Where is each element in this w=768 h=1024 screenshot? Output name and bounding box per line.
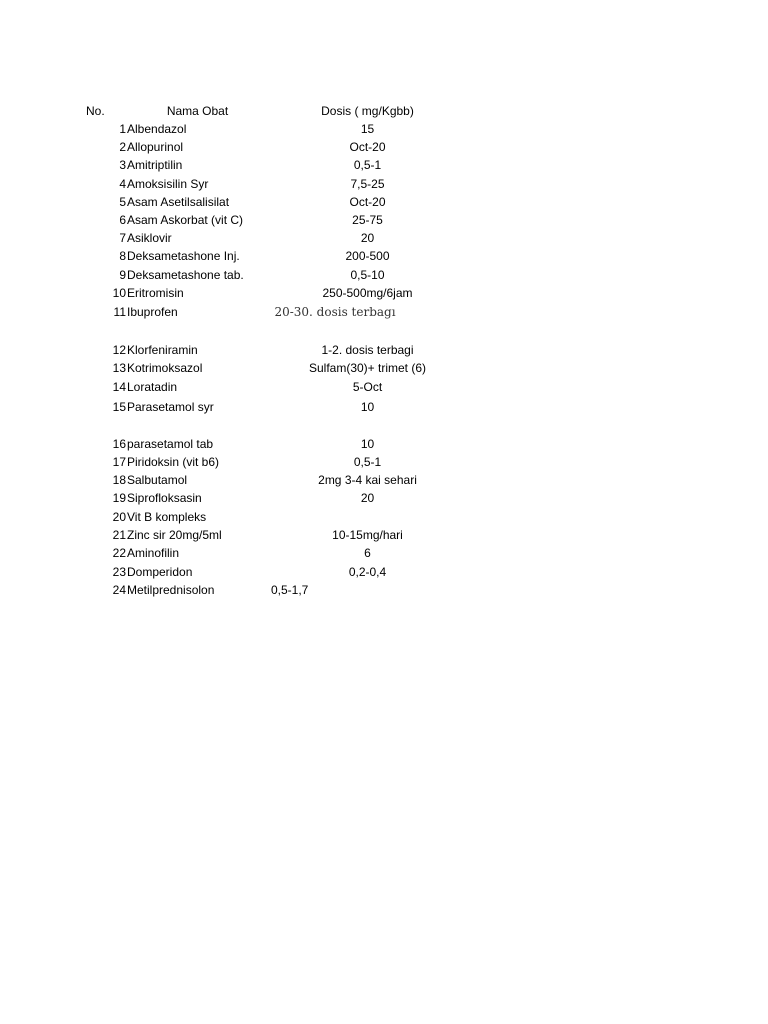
drug-name: Parasetamol syr: [127, 400, 214, 414]
table-row: [0, 211, 768, 229]
row-number: 11: [113, 305, 126, 319]
table-row: [0, 398, 768, 416]
drug-dose: 25-75: [352, 213, 383, 227]
row-number: 19: [112, 491, 126, 505]
table-row: [0, 120, 768, 138]
drug-dose: 10: [360, 437, 375, 451]
table-row: [0, 359, 768, 377]
drug-name: Deksametashone tab.: [127, 268, 244, 282]
row-number: 23: [112, 565, 126, 579]
table-row: [0, 453, 768, 471]
row-number: 21: [112, 528, 126, 542]
drug-dose: 10-15mg/hari: [332, 528, 403, 542]
header-drug-name: Nama Obat: [166, 104, 229, 118]
drug-dose: 6: [364, 546, 371, 560]
table-row: [0, 581, 768, 599]
row-number: 8: [119, 249, 126, 263]
table-row: [0, 303, 768, 321]
row-number: 14: [112, 380, 126, 394]
drug-dose: 20-30. dosis terbagı: [274, 305, 396, 319]
drug-dose: 200-500: [345, 249, 390, 263]
table-row: [0, 508, 768, 526]
drug-dose: 0,5-10: [350, 268, 385, 282]
drug-dose: 20: [360, 231, 375, 245]
row-number: 3: [119, 158, 126, 172]
table-row: [0, 563, 768, 581]
drug-name: Salbutamol: [127, 473, 188, 487]
drug-dose: 250-500mg/6jam: [322, 286, 413, 300]
drug-name: Ibuprofen: [127, 305, 178, 319]
row-number: 2: [119, 140, 126, 154]
table-row: [0, 544, 768, 562]
row-number: 17: [112, 455, 126, 469]
row-number: 4: [119, 177, 126, 191]
table-row: [0, 229, 768, 247]
drug-name: Allopurinol: [127, 140, 184, 154]
drug-name: Domperidon: [127, 565, 193, 579]
table-row: [0, 138, 768, 156]
drug-dose: 10: [360, 400, 375, 414]
drug-name: Amitriptilin: [127, 158, 183, 172]
row-number: 5: [119, 195, 126, 209]
drug-name: Metilprednisolon: [127, 583, 215, 597]
table-row: [0, 193, 768, 211]
row-number: 10: [112, 286, 126, 300]
drug-name: Zinc sir 20mg/5ml: [127, 528, 222, 542]
drug-name: Asam Asetilsalisilat: [127, 195, 230, 209]
table-row: [0, 284, 768, 302]
drug-name: Asam Askorbat (vit C): [127, 213, 244, 227]
row-number: 15: [112, 400, 126, 414]
drug-name: Eritromisin: [127, 286, 184, 300]
table-row: [0, 526, 768, 544]
drug-dose: 0,5-1,7: [271, 583, 309, 597]
drug-dose: 5-Oct: [352, 380, 383, 394]
drug-name: Klorfeniramin: [127, 343, 198, 357]
table-header-row: [0, 102, 768, 120]
row-number: 24: [112, 583, 126, 597]
drug-dose: 0,2-0,4: [348, 565, 387, 579]
table-row: [0, 247, 768, 265]
table-row: [0, 378, 768, 396]
drug-name: Vit B kompleks: [127, 510, 207, 524]
row-number: 20: [112, 510, 126, 524]
row-number: 1: [119, 122, 126, 136]
drug-dose: Oct-20: [349, 195, 386, 209]
row-number: 12: [112, 343, 126, 357]
row-number: 22: [112, 546, 126, 560]
drug-dose: 15: [360, 122, 375, 136]
row-number: 9: [119, 268, 126, 282]
drug-name: Kotrimoksazol: [127, 361, 203, 375]
drug-dose: 1-2. dosis terbagi: [321, 343, 414, 357]
header-no: No.: [86, 104, 105, 118]
row-number: 6: [119, 213, 126, 227]
drug-dose: 0,5-1: [353, 455, 382, 469]
table-row: [0, 489, 768, 507]
drug-name: Loratadin: [127, 380, 178, 394]
header-dose: Dosis ( mg/Kgbb): [321, 104, 414, 118]
drug-name: Amoksisilin Syr: [127, 177, 209, 191]
drug-name: Aminofilin: [127, 546, 180, 560]
drug-name: parasetamol tab: [127, 437, 214, 451]
table-row: [0, 435, 768, 453]
table-row: [0, 266, 768, 284]
drug-name: Piridoksin (vit b6): [127, 455, 220, 469]
table-row: [0, 341, 768, 359]
drug-dose: 20: [360, 491, 375, 505]
row-number: 18: [112, 473, 126, 487]
table-row: [0, 175, 768, 193]
row-number: 13: [112, 361, 126, 375]
drug-dose: Sulfam(30)+ trimet (6): [308, 361, 427, 375]
drug-name: Deksametashone Inj.: [127, 249, 240, 263]
drug-dose: 7,5-25: [350, 177, 385, 191]
table-row: [0, 471, 768, 489]
row-number: 16: [112, 437, 126, 451]
drug-dose: [290, 508, 445, 526]
drug-dose: 0,5-1: [353, 158, 382, 172]
drug-name: Siprofloksasin: [127, 491, 202, 505]
drug-name: Albendazol: [127, 122, 187, 136]
drug-name: Asiklovir: [127, 231, 172, 245]
table-row: [0, 156, 768, 174]
row-number: 7: [119, 231, 126, 245]
drug-dose: 2mg 3-4 kai sehari: [318, 473, 417, 487]
drug-dose: Oct-20: [349, 140, 386, 154]
